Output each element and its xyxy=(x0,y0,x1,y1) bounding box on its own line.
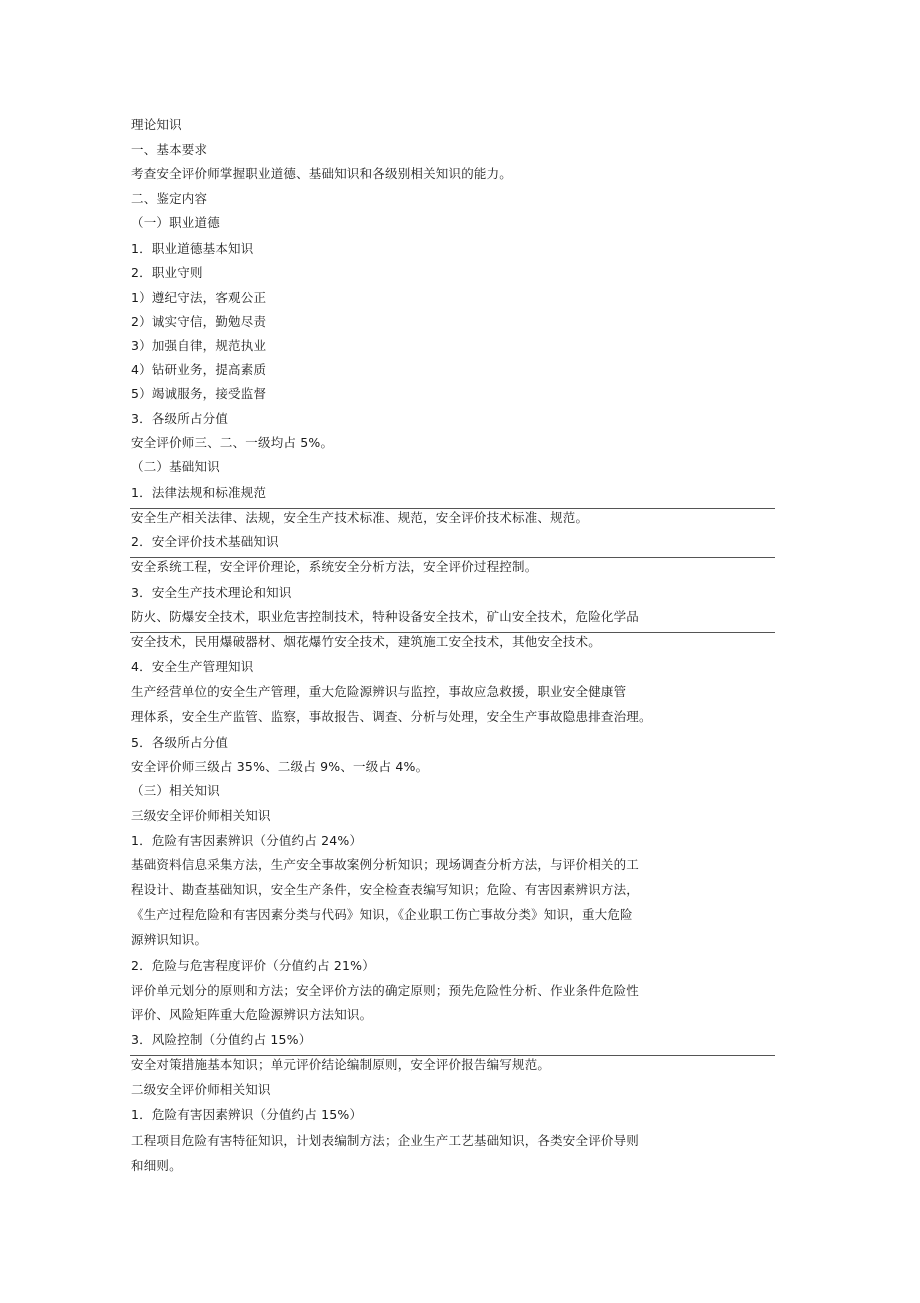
paragraph: 安全系统工程，安全评价理论，系统安全分析方法，安全评价过程控制。 xyxy=(131,559,538,574)
paragraph: 基础资料信息采集方法，生产安全事故案例分析知识；现场调查分析方法，与评价相关的工 xyxy=(131,857,640,872)
subsection-heading: （三）相关知识 xyxy=(131,783,220,798)
subsection-heading: 三级安全评价师相关知识 xyxy=(131,808,271,823)
item-heading: 2．危险与危害程度评价（分值约占 21%） xyxy=(131,958,375,973)
paragraph: 工程项目危险有害特征知识，计划表编制方法；企业生产工艺基础知识，各类安全评价导则 xyxy=(131,1133,640,1148)
paragraph: 安全评价师三、二、一级均占 5%。 xyxy=(131,435,334,450)
list-item: 3）加强自律，规范执业 xyxy=(131,338,267,353)
item-heading: 5．各级所占分值 xyxy=(131,735,229,750)
section-heading: 二、鉴定内容 xyxy=(131,191,208,206)
list-item: 1）遵纪守法，客观公正 xyxy=(131,290,267,305)
list-item: 2）诚实守信，勤勉尽责 xyxy=(131,314,267,329)
doc-title: 理论知识 xyxy=(131,117,182,132)
item-heading: 3．安全生产技术理论和知识 xyxy=(131,585,292,600)
list-item: 4）钻研业务，提高素质 xyxy=(131,362,267,377)
paragraph: 评价单元划分的原则和方法；安全评价方法的确定原则；预先危险性分析、作业条件危险性 xyxy=(131,983,640,998)
paragraph: 安全对策措施基本知识；单元评价结论编制原则，安全评价报告编写规范。 xyxy=(131,1057,551,1072)
divider-line xyxy=(130,557,775,558)
paragraph: 防火、防爆安全技术，职业危害控制技术，特种设备安全技术，矿山安全技术，危险化学品 xyxy=(131,609,640,624)
item-heading: 3．各级所占分值 xyxy=(131,411,229,426)
paragraph: 生产经营单位的安全生产管理，重大危险源辨识与监控，事故应急救援，职业安全健康管 xyxy=(131,684,627,699)
item-heading: 2．职业守则 xyxy=(131,265,203,280)
paragraph: 《生产过程危险和有害因素分类与代码》知识，《企业职工伤亡事故分类》知识，重大危险 xyxy=(131,907,633,922)
item-heading: 3．风险控制（分值约占 15%） xyxy=(131,1032,312,1047)
divider-line xyxy=(130,508,775,509)
section-heading: 一、基本要求 xyxy=(131,142,208,157)
paragraph: 和细则。 xyxy=(131,1158,182,1173)
paragraph: 考查安全评价师掌握职业道德、基础知识和各级别相关知识的能力。 xyxy=(131,166,513,181)
paragraph: 评价、风险矩阵重大危险源辨识方法知识。 xyxy=(131,1007,373,1022)
item-heading: 1．职业道德基本知识 xyxy=(131,241,254,256)
subsection-heading: （二）基础知识 xyxy=(131,459,220,474)
paragraph: 源辨识知识。 xyxy=(131,932,208,947)
subsection-heading: （一）职业道德 xyxy=(131,215,220,230)
paragraph: 安全生产相关法律、法规，安全生产技术标准、规范，安全评价技术标准、规范。 xyxy=(131,510,589,525)
paragraph: 程设计、勘查基础知识，安全生产条件，安全检查表编写知识；危险、有害因素辨识方法， xyxy=(131,882,640,897)
item-heading: 1．危险有害因素辨识（分值约占 24%） xyxy=(131,833,363,848)
item-heading: 1．法律法规和标准规范 xyxy=(131,485,267,500)
item-heading: 2．安全评价技术基础知识 xyxy=(131,534,279,549)
paragraph: 安全评价师三级占 35%、二级占 9%、一级占 4%。 xyxy=(131,759,429,774)
paragraph: 安全技术，民用爆破器材、烟花爆竹安全技术，建筑施工安全技术，其他安全技术。 xyxy=(131,634,601,649)
item-heading: 1．危险有害因素辨识（分值约占 15%） xyxy=(131,1107,363,1122)
paragraph: 理体系，安全生产监管、监察，事故报告、调查、分析与处理，安全生产事故隐患排查治理。 xyxy=(131,709,652,724)
item-heading: 4．安全生产管理知识 xyxy=(131,659,254,674)
list-item: 5）竭诚服务，接受监督 xyxy=(131,386,267,401)
divider-line xyxy=(130,632,775,633)
subsection-heading: 二级安全评价师相关知识 xyxy=(131,1082,271,1097)
divider-line xyxy=(130,1055,775,1056)
